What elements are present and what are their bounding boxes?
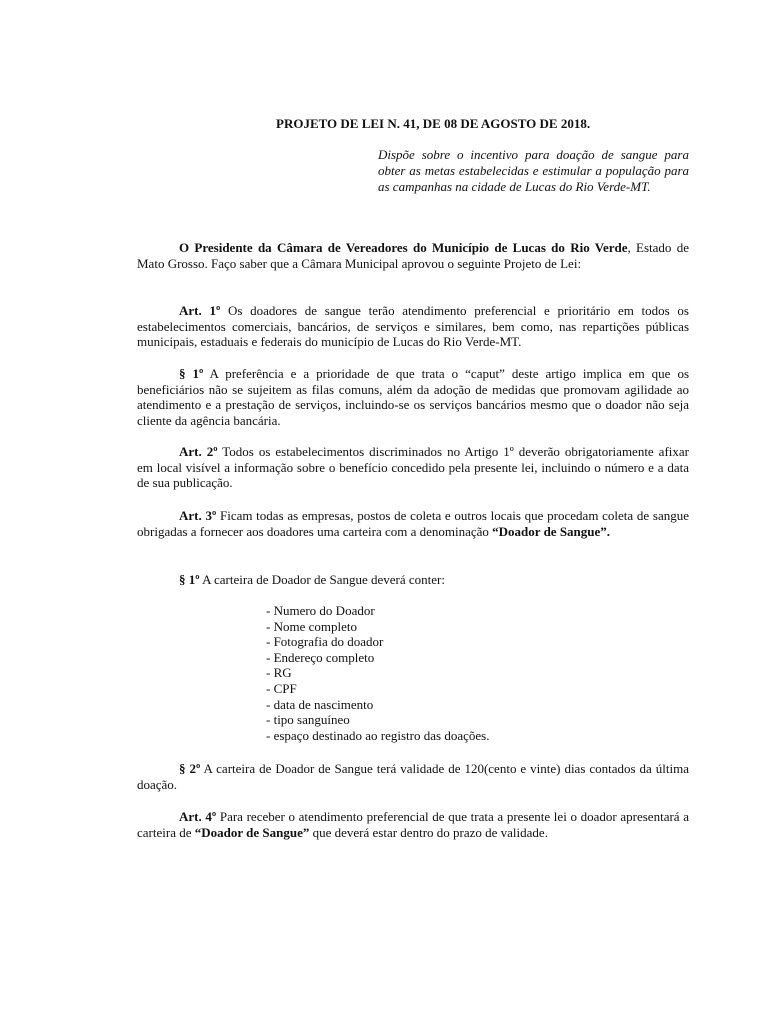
list-item: - data de nascimento — [266, 696, 374, 712]
article-1-text: Os doadores de sangue terão atendimento preferencial e prioritário em todos os estabelecimentos comerciais, bancários, de serviços e similares, bem como, nas repartições públicas municipais, estaduais e federais do município de Lucas do Rio Verde-MT. — [137, 303, 689, 349]
article-3-paragraph-1-text: A carteira de Doador de Sangue deverá conter: — [199, 572, 445, 587]
article-2-text: Todos os estabelecimentos discriminados no Artigo 1º deverão obrigatoriamente afixar em local visível a informação sobre o benefício concedido pela presente lei, incluindo o número e a data de sua publicação. — [137, 444, 689, 490]
preamble — [137, 240, 689, 271]
list-item: - tipo sanguíneo — [266, 712, 350, 728]
preamble-text: , Estado de Mato Grosso. Faço saber que a Câmara Municipal aprovou o seguinte Projeto de Lei: — [137, 240, 689, 271]
article-4-label: Art. 4º — [179, 809, 217, 824]
article-1-paragraph-1-text: A preferência e a prioridade de que trata o “caput” deste artigo implica em que os beneficiários não se sujeitem as filas comuns, além da adoção de medidas que promovam agilidade ao atendimento e a prestação de serviços, incluindo-se os serviços bancários mesmo que o doador não seja cliente da agência bancária. — [137, 366, 689, 428]
article-4-bold-mid: “Doador de Sangue” — [194, 824, 310, 840]
list-item: - Nome completo — [266, 618, 357, 634]
article-3 — [137, 508, 689, 539]
article-2 — [137, 444, 689, 491]
article-3-paragraph-2-label: § 2º — [179, 761, 201, 776]
article-1 — [137, 303, 689, 350]
article-3-paragraph-1 — [137, 572, 689, 588]
article-3-paragraph-2-text: A carteira de Doador de Sangue terá validade de 120(cento e vinte) dias contados da última doação. — [137, 761, 689, 792]
ementa: Dispõe sobre o incentivo para doação de sangue para obter as metas estabelecidas e estimular a população para as campanhas na cidade de Lucas do Rio Verde-MT. — [378, 147, 689, 194]
list-item: - Numero do Doador — [266, 603, 375, 618]
article-3-text: Ficam todas as empresas, postos de coleta e outros locais que procedam coleta de sangue obrigadas a fornecer aos doadores uma carteira com a denominação — [137, 508, 689, 539]
article-4-text-2: que deverá estar dentro do prazo de validade. — [309, 824, 548, 840]
article-4-text-1: Para receber o atendimento preferencial de que trata a presente lei o doador apresentará a carteira de — [137, 809, 689, 840]
list-item: - RG — [266, 665, 292, 681]
card-items-list — [266, 603, 489, 743]
preamble-bold: O Presidente da Câmara de Vereadores do Município de Lucas do Rio Verde — [179, 240, 628, 255]
article-1-paragraph-1-label: § 1º — [179, 366, 204, 381]
list-item: - Fotografia do doador — [266, 634, 384, 650]
document-title: PROJETO DE LEI N. 41, DE 08 DE AGOSTO DE 2018. — [276, 116, 591, 131]
article-4 — [137, 809, 689, 840]
list-item: - espaço destinado ao registro das doações. — [266, 727, 490, 743]
article-1-label: Art. 1º — [179, 303, 221, 318]
article-3-bold-end: “Doador de Sangue”. — [492, 523, 611, 539]
article-3-label: Art. 3º — [179, 508, 217, 523]
list-item: - CPF — [266, 680, 297, 696]
list-item: - Endereço completo — [266, 649, 375, 665]
article-3-paragraph-2 — [137, 761, 689, 792]
article-2-label: Art. 2º — [179, 444, 218, 459]
article-3-paragraph-1-label: § 1º — [179, 572, 200, 587]
article-1-paragraph-1 — [137, 366, 689, 428]
